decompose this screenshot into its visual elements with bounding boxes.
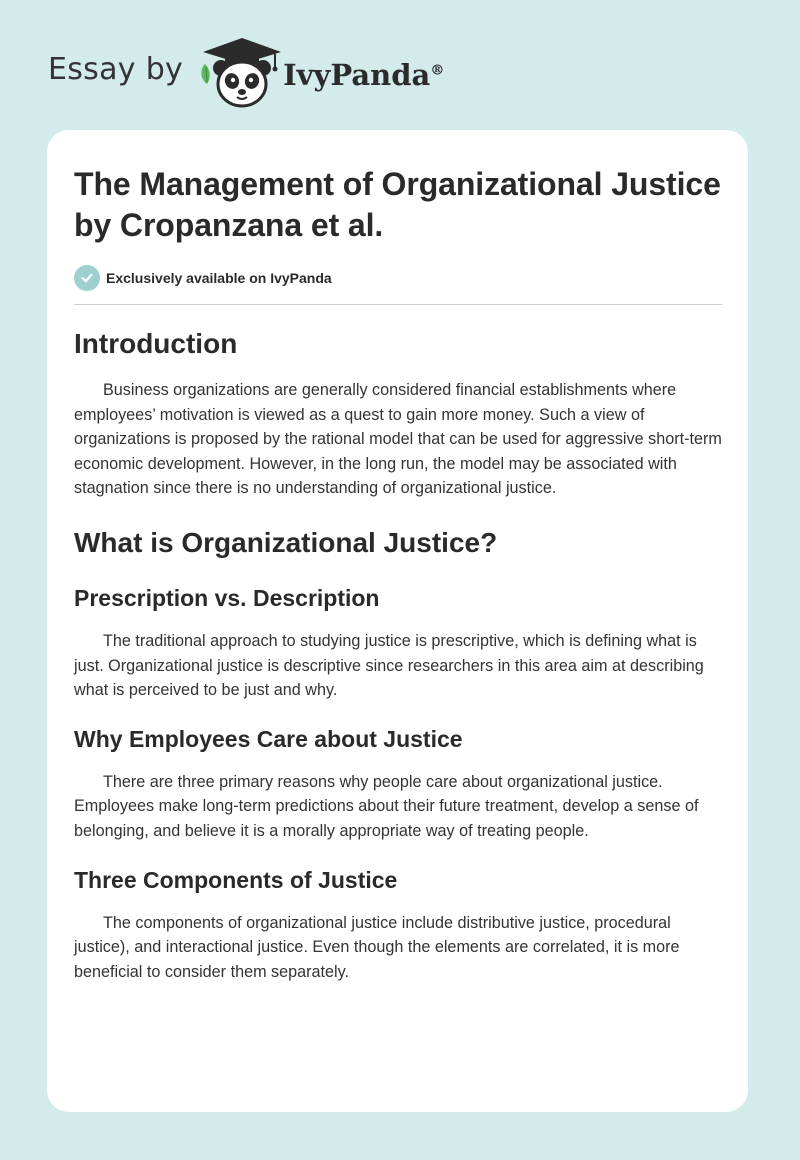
panda-graduation-cap-icon: [197, 34, 287, 110]
subsection-paragraph: The traditional approach to studying justice is prescriptive, which is defining what is just. Organizational justice is descriptive since researchers in this area aim at describing what is perceived to be just and why.: [74, 631, 704, 700]
subsection-paragraph: The components of organizational justice include distributive justice, procedural justice), and interactional justice. Even though the elements are correlated, it is more beneficial to consider them separately.: [74, 913, 680, 981]
essay-title: The Management of Organizational Justice by Cropanzana et al.: [74, 166, 721, 243]
exclusive-badge: [74, 265, 722, 305]
subsection-heading: Prescription vs. Description: [74, 584, 380, 611]
subsection-heading: Three Components of Justice: [74, 866, 398, 893]
subsection-heading: Why Employees Care about Justice: [74, 725, 463, 752]
brand-prefix: Essay by: [48, 51, 184, 87]
subsection-prescription: [74, 584, 722, 703]
subsection-components: [74, 866, 722, 985]
section-paragraph: Business organizations are generally considered financial establishments where employees’ motivation is viewed as a quest to gain more money. Such a view of organizations is proposed by the rational model that can be used for aggressive short-term economic development. However, in the long run, the model may be associated with stagnation since there is no understanding of organizational justice.: [74, 381, 722, 498]
exclusive-label: Exclusively available on IvyPanda: [106, 270, 332, 286]
section-introduction: [74, 327, 722, 501]
section-heading: What is Organizational Justice?: [74, 526, 498, 558]
essay-card: [47, 130, 748, 1112]
registered-mark: ®: [430, 62, 445, 79]
brand-name: IvyPanda®: [283, 58, 445, 92]
check-circle-icon: [74, 265, 100, 291]
section-heading: Introduction: [74, 328, 238, 359]
subsection-paragraph: There are three primary reasons why people care about organizational justice. Employees make long-term predictions about their future treatment, develop a sense of belonging, and believe it is a morally appropriate way of treating people.: [74, 772, 699, 840]
site-brand[interactable]: [48, 34, 444, 110]
section-organizational-justice: [74, 526, 722, 984]
subsection-why-care: [74, 725, 722, 844]
